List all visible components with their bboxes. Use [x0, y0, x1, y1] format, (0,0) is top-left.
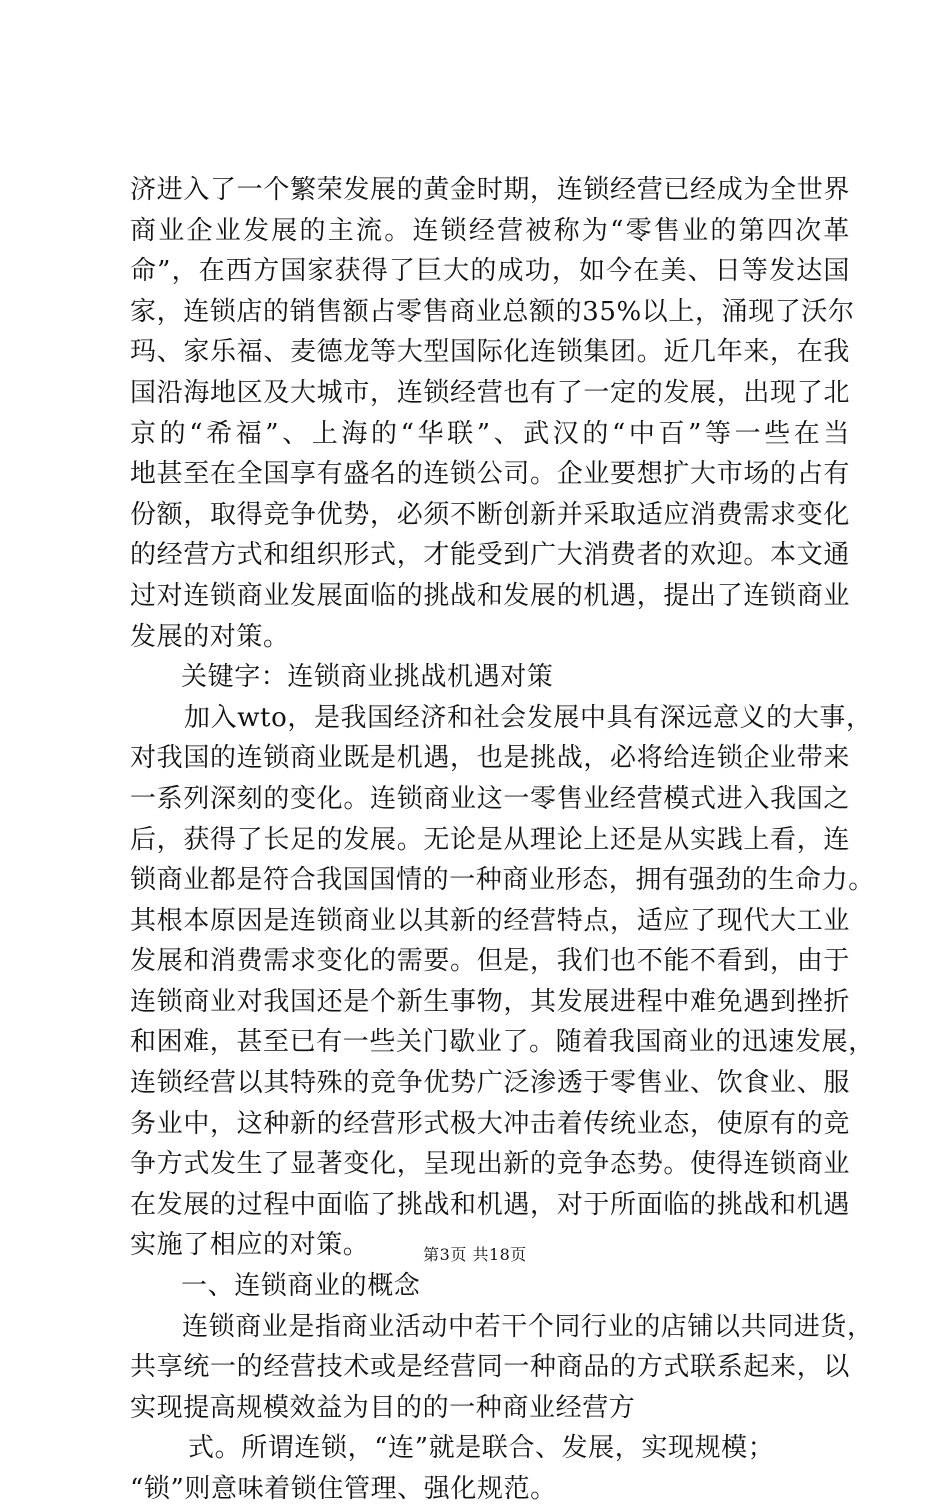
- text-line: 家，连锁店的销售额占零售商业总额的35%以上，涌现了沃尔: [130, 296, 855, 327]
- text-line: 在发展的过程中面临了挑战和机遇，对于所面临的挑战和机遇: [130, 1189, 850, 1220]
- text-line: 一系列深刻的变化。连锁商业这一零售业经营模式进入我国之: [130, 783, 850, 814]
- body-text: [130, 170, 875, 1510]
- text-line: 争方式发生了显著变化，呈现出新的竞争态势。使得连锁商业: [130, 1149, 850, 1180]
- text-line: 后，获得了长足的发展。无论是从理论上还是从实践上看，连: [130, 824, 850, 855]
- text-line: 其根本原因是连锁商业以其新的经营特点，适应了现代大工业: [130, 905, 850, 936]
- text-line: 务业中，这种新的经营形式极大冲击着传统业态，使原有的竞: [130, 1108, 850, 1139]
- text-line: 连锁经营以其特殊的竞争优势广泛渗透于零售业、饮食业、服: [130, 1068, 850, 1099]
- text-line: 连锁商业是指商业活动中若干个同行业的店铺以共同进货，: [182, 1311, 874, 1342]
- text-line: 地甚至在全国享有盛名的连锁公司。企业要想扩大市场的占有: [130, 459, 850, 490]
- section-heading: 一、连锁商业的概念: [181, 1271, 421, 1302]
- text-line: 锁商业都是符合我国国情的一种商业形态，拥有强劲的生命力。: [130, 865, 875, 896]
- text-line: 过对连锁商业发展面临的挑战和发展的机遇，提出了连锁商业: [130, 580, 850, 611]
- text-line: 实施了相应的对策。: [130, 1230, 370, 1261]
- text-line: 玛、家乐福、麦德龙等大型国际化连锁集团。近几年来，在我: [130, 337, 850, 368]
- text-line: 济进入了一个繁荣发展的黄金时期，连锁经营已经成为全世界: [130, 175, 850, 205]
- text-line: 实现提高规模效益为目的的一种商业经营方: [130, 1392, 636, 1423]
- text-line: 连锁商业对我国还是个新生事物，其发展进程中难免遇到挫折: [130, 986, 850, 1017]
- text-line: 京的“希福”、上海的“华联”、武汉的“中百”等一些在当: [130, 418, 850, 449]
- page-number: 第3页 共18页: [423, 1245, 527, 1264]
- text-line: 和困难，甚至已有一些关门歇业了。随着我国商业的迅速发展，: [130, 1027, 875, 1058]
- text-line: 商业企业发展的主流。连锁经营被称为“零售业的第四次革: [130, 215, 850, 246]
- text-line: 对我国的连锁商业既是机遇，也是挑战，必将给连锁企业带来: [130, 743, 850, 774]
- text-line: 的经营方式和组织形式，才能受到广大消费者的欢迎。本文通: [130, 540, 850, 571]
- text-line: 加入wto，是我国经济和社会发展中具有深远意义的大事，: [184, 702, 873, 733]
- text-line: “锁”则意味着锁住管理、强化规范。: [130, 1474, 557, 1504]
- text-line: 国沿海地区及大城市，连锁经营也有了一定的发展，出现了北: [130, 377, 850, 408]
- text-line: 共享统一的经营技术或是经营同一种商品的方式联系起来，以: [130, 1352, 850, 1383]
- text-line: 式。所谓连锁，“连”就是联合、发展，实现规模；: [188, 1433, 775, 1464]
- text-line: 命”，在西方国家获得了巨大的成功，如今在美、日等发达国: [130, 256, 850, 287]
- text-line: 发展的对策。: [130, 621, 290, 652]
- text-line: 份额，取得竞争优势，必须不断创新并采取适应消费需求变化: [130, 499, 850, 530]
- keywords-line: 关键字：连锁商业挑战机遇对策: [181, 662, 554, 693]
- text-line: 发展和消费需求变化的需要。但是，我们也不能不看到，由于: [130, 946, 850, 977]
